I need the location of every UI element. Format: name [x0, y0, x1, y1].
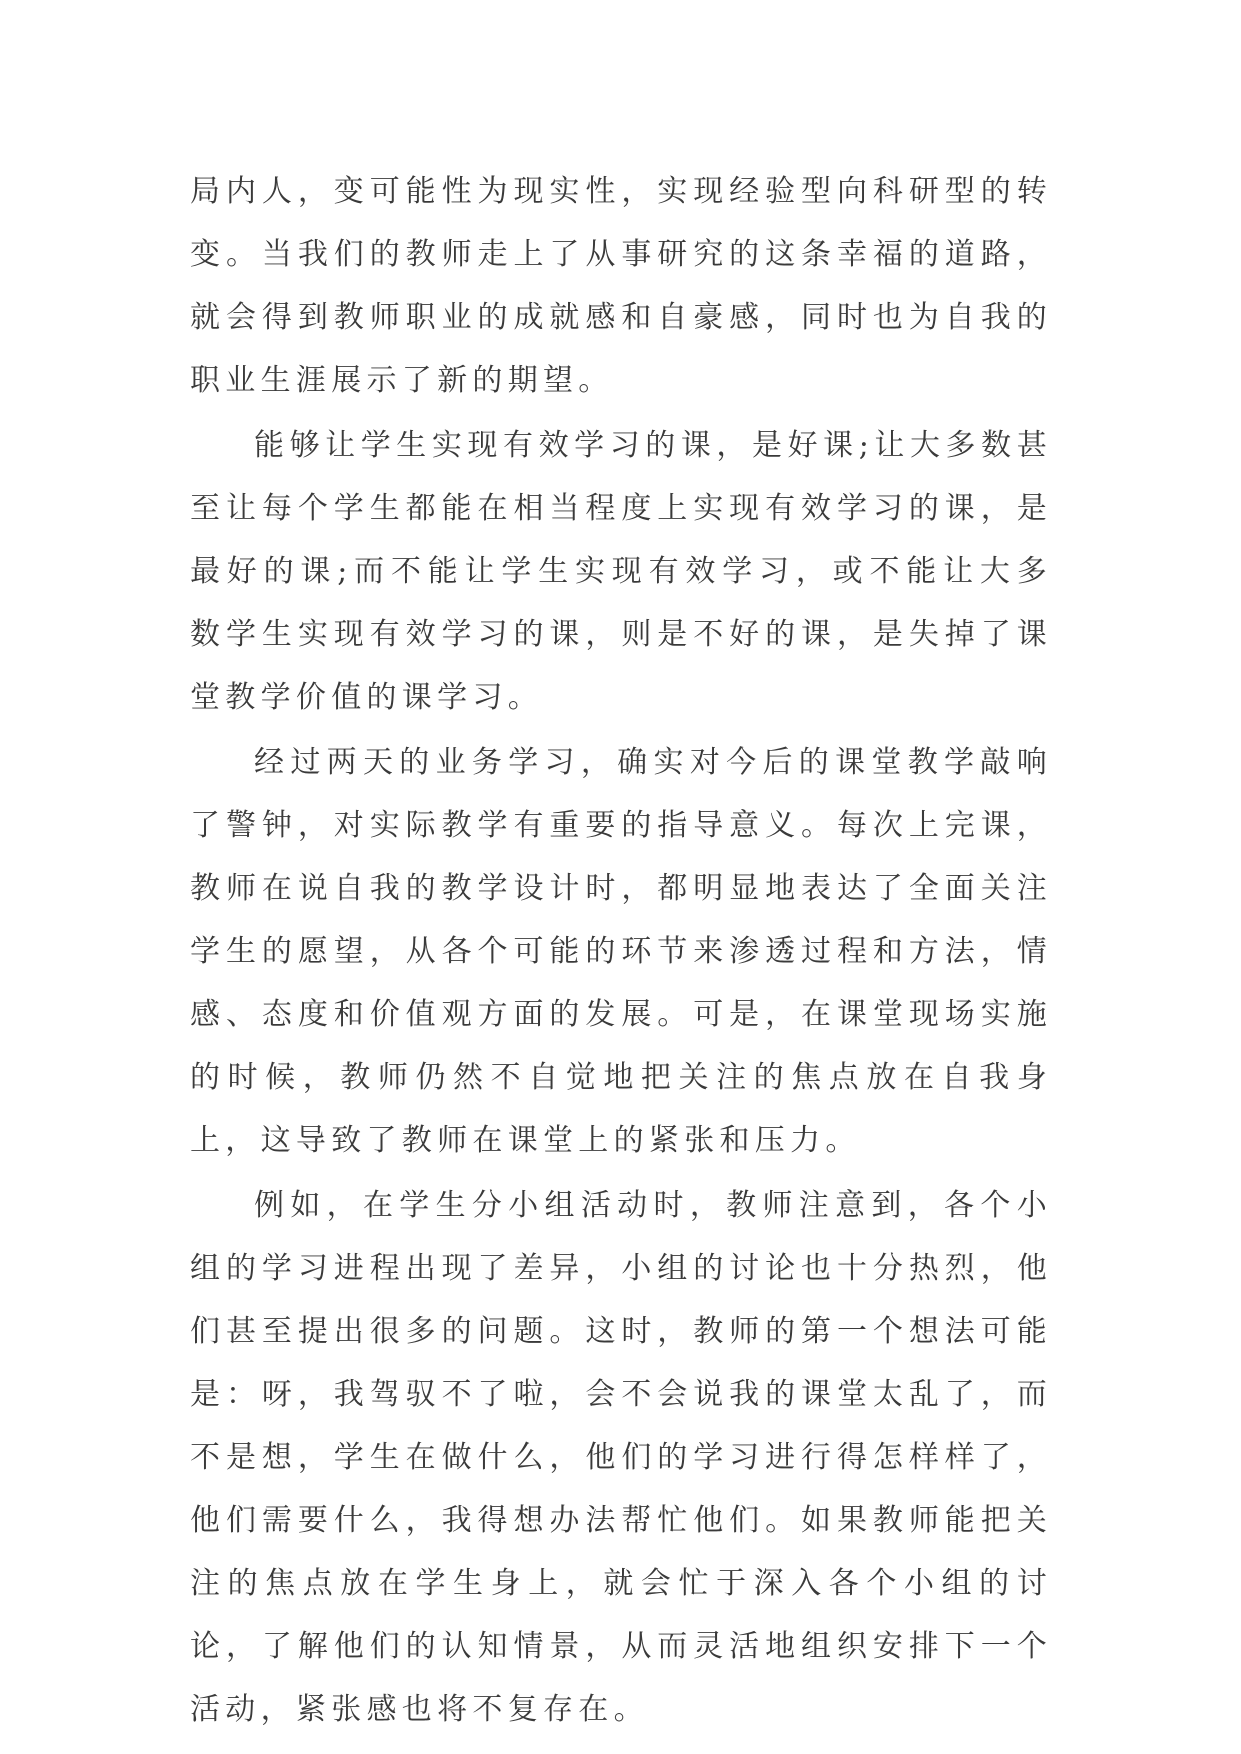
- paragraph-4: 例如，在学生分小组活动时，教师注意到，各个小组的学习进程出现了差异，小组的讨论也十分热烈，他们甚至提出很多的问题。这时，教师的第一个想法可能是：呀，我驾驭不了啦，会不会说我的课堂太乱了，而不是想，学生在做什么，他们的学习进行得怎样样了，他们需要什么，我得想办法帮忙他们。如果教师能把关注的焦点放在学生身上，就会忙于深入各个小组的讨论，了解他们的认知情景，从而灵活地组织安排下一个活动，紧张感也将不复存在。: [190, 1188, 1052, 1727]
- paragraph-3: 经过两天的业务学习，确实对今后的课堂教学敲响了警钟，对实际教学有重要的指导意义。每次上完课，教师在说自我的教学设计时，都明显地表达了全面关注学生的愿望，从各个可能的环节来渗透过程和方法，情感、态度和价值观方面的发展。可是，在课堂现场实施的时候，教师仍然不自觉地把关注的焦点放在自我身上，这导致了教师在课堂上的紧张和压力。: [190, 745, 1052, 1158]
- paragraph-1: 局内人，变可能性为现实性，实现经验型向科研型的转变。当我们的教师走上了从事研究的这条幸福的道路，就会得到教师职业的成就感和自豪感，同时也为自我的职业生涯展示了新的期望。: [190, 174, 1052, 398]
- document-body: [190, 160, 1052, 1741]
- paragraph-2: 能够让学生实现有效学习的课，是好课;让大多数甚至让每个学生都能在相当程度上实现有效学习的课，是最好的课;而不能让学生实现有效学习，或不能让大多数学生实现有效学习的课，则是不好的课，是失掉了课堂教学价值的课学习。: [190, 428, 1052, 715]
